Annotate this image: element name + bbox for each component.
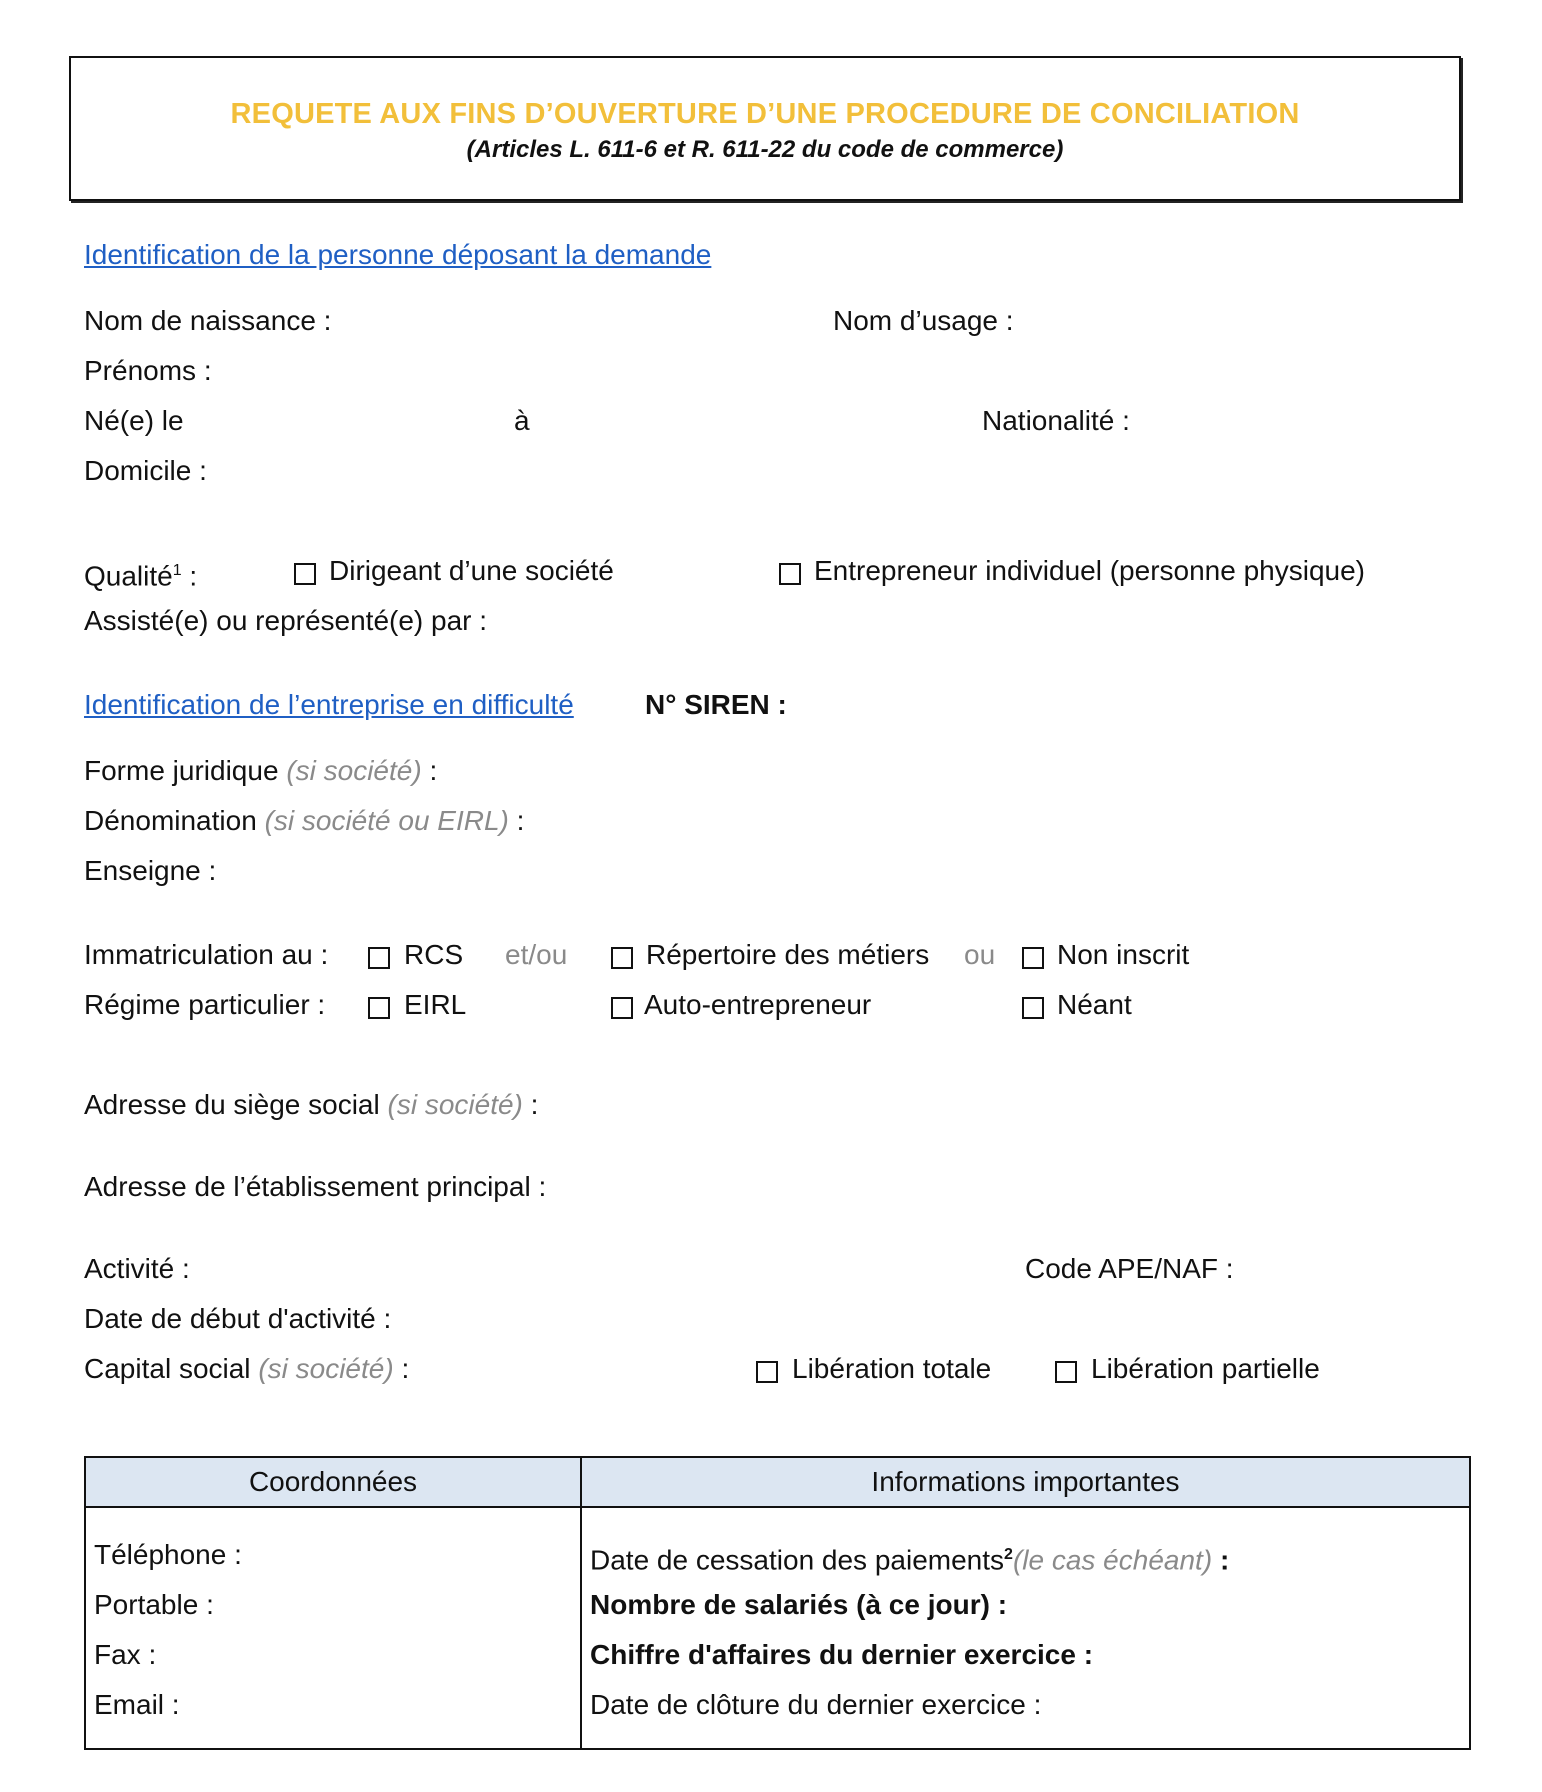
- main-establishment-label: Adresse de l’établissement principal :: [84, 1171, 547, 1202]
- sign-label: Enseigne :: [84, 855, 217, 886]
- closing-date-label: Date de clôture du dernier exercice :: [590, 1689, 1042, 1720]
- cessation-date-label: Date de cessation des paiements$^2$(le cas échéant) :: [590, 1544, 1230, 1576]
- siren-label: N° SIREN :: [645, 689, 787, 720]
- checkbox-quality-director[interactable]: [294, 563, 316, 585]
- mobile-label: Portable :: [94, 1589, 214, 1620]
- head-office-label: Adresse du siège social (si société) :: [84, 1089, 539, 1120]
- checkbox-quality-individual[interactable]: [779, 563, 801, 585]
- auto-entrepreneur-label: Auto-entrepreneur: [644, 989, 872, 1020]
- quality-individual-label: Entrepreneur individuel (personne physique): [814, 555, 1366, 586]
- footnote-2: 2: [1004, 1546, 1013, 1563]
- registration-label: Immatriculation au :: [84, 939, 329, 970]
- not-registered-label: Non inscrit: [1057, 939, 1190, 970]
- document-title: REQUETE AUX FINS D’OUVERTURE D’UNE PROCEDURE DE CONCILIATION: [230, 98, 1300, 130]
- domicile-label: Domicile :: [84, 455, 207, 486]
- employees-label: Nombre de salariés (à ce jour) :: [590, 1589, 1008, 1620]
- release-partial-label: Libération partielle: [1091, 1353, 1320, 1384]
- born-on-label: Né(e) le: [84, 405, 184, 436]
- regime-none-label: Néant: [1057, 989, 1132, 1020]
- checkbox-auto-entrepreneur[interactable]: [611, 997, 633, 1019]
- born-at-label: à: [514, 405, 530, 436]
- legal-form-label: Forme juridique (si société) :: [84, 755, 438, 786]
- contact-cell: [85, 1507, 581, 1749]
- or-label: ou: [964, 939, 996, 970]
- table-row: [85, 1507, 1470, 1749]
- capital-label: Capital social (si société) :: [84, 1353, 410, 1384]
- email-label: Email :: [94, 1689, 180, 1720]
- and-or-label: et/ou: [505, 939, 568, 970]
- section-company-title[interactable]: Identification de l’entreprise en difficulté: [84, 689, 574, 720]
- company-name-label: Dénomination (si société ou EIRL) :: [84, 805, 525, 836]
- eirl-label: EIRL: [404, 989, 467, 1020]
- rcs-label: RCS: [404, 939, 464, 970]
- checkbox-trades-register[interactable]: [611, 947, 633, 969]
- checkbox-regime-none[interactable]: [1022, 997, 1044, 1019]
- fax-label: Fax :: [94, 1639, 157, 1670]
- quality-label: Qualité$^1$ :: [84, 560, 198, 592]
- checkbox-rcs[interactable]: [368, 947, 390, 969]
- start-date-label: Date de début d'activité :: [84, 1303, 392, 1334]
- column-header-info: Informations importantes: [581, 1457, 1470, 1507]
- turnover-label: Chiffre d'affaires du dernier exercice :: [590, 1639, 1094, 1670]
- quality-director-label: Dirigeant d’une société: [329, 555, 614, 586]
- usage-name-label: Nom d’usage :: [833, 305, 1014, 336]
- checkbox-release-partial[interactable]: [1055, 1361, 1077, 1383]
- activity-label: Activité :: [84, 1253, 190, 1284]
- section-person-title[interactable]: Identification de la personne déposant la demande: [84, 239, 712, 270]
- checkbox-release-total[interactable]: [756, 1361, 778, 1383]
- birth-name-label: Nom de naissance :: [84, 305, 332, 336]
- phone-label: Téléphone :: [94, 1539, 242, 1570]
- first-names-label: Prénoms :: [84, 355, 212, 386]
- checkbox-eirl[interactable]: [368, 997, 390, 1019]
- checkbox-not-registered[interactable]: [1022, 947, 1044, 969]
- info-cell: [581, 1507, 1470, 1749]
- trades-register-label: Répertoire des métiers: [646, 939, 930, 970]
- regime-label: Régime particulier :: [84, 989, 326, 1020]
- ape-code-label: Code APE/NAF :: [1025, 1253, 1234, 1284]
- contact-info-table: [84, 1456, 1471, 1750]
- release-total-label: Libération totale: [792, 1353, 992, 1384]
- title-box: [69, 56, 1461, 201]
- document-subtitle: (Articles L. 611-6 et R. 611-22 du code de commerce): [466, 136, 1064, 163]
- assisted-by-label: Assisté(e) ou représenté(e) par :: [84, 605, 488, 636]
- nationality-label: Nationalité :: [982, 405, 1130, 436]
- footnote-1: 1: [172, 562, 182, 579]
- column-header-contact: Coordonnées: [85, 1457, 581, 1507]
